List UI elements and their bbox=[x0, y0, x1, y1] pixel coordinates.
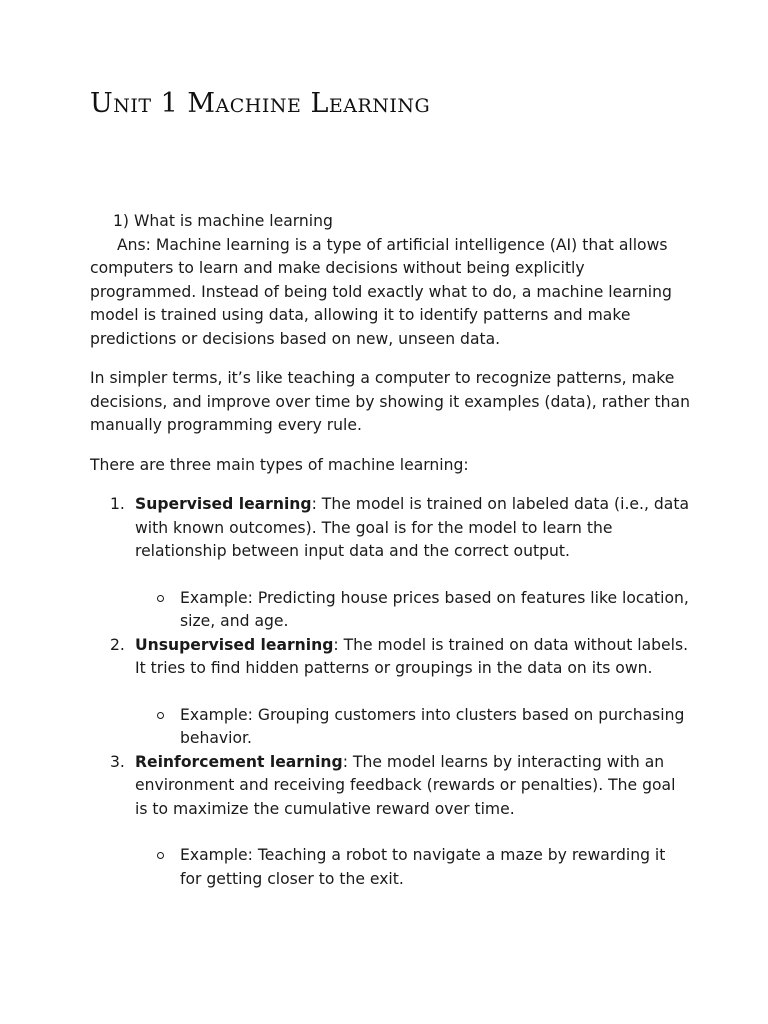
answer-paragraph bbox=[90, 234, 690, 352]
answer-prefix: Ans: bbox=[117, 235, 156, 254]
term-label: Reinforcement learning bbox=[135, 752, 343, 771]
hollow-bullet-icon bbox=[157, 712, 164, 719]
term-label: Unsupervised learning bbox=[135, 635, 334, 654]
list-item-text bbox=[135, 634, 690, 681]
example-item bbox=[135, 704, 690, 751]
list-item-text bbox=[135, 493, 690, 564]
list-number: 3. bbox=[110, 752, 125, 771]
term-label: Supervised learning bbox=[135, 495, 312, 513]
hollow-bullet-icon bbox=[157, 852, 164, 859]
list-item-text bbox=[135, 751, 690, 822]
example-text: Example: Teaching a robot to navigate a maze by rewarding it for getting closer to the exit. bbox=[180, 846, 666, 888]
example-item bbox=[135, 587, 690, 634]
list-item-supervised bbox=[90, 493, 690, 634]
document-body bbox=[90, 210, 690, 891]
example-text: Example: Predicting house prices based on features like location, size, and age. bbox=[180, 588, 689, 630]
list-item-reinforcement bbox=[90, 751, 690, 892]
simpler-terms-paragraph: In simpler terms, it’s like teaching a computer to recognize patterns, make decisions, and improve over time by showing it examples (data), rather than manually programming every rule. bbox=[90, 369, 690, 434]
answer-text: Machine learning is a type of artificial intelligence (AI) that allows computers to learn and make decisions without being explicitly programmed. Instead of being told exactly what to do, a machine learning model is trained using data, allowing it to identify patterns and make predictions or decisions based on new, unseen data. bbox=[90, 235, 672, 348]
term-description: : The model is trained on data without labels. It tries to find hidden patterns or groupings in the data on its own. bbox=[135, 635, 689, 677]
term-description: : The model learns by interacting with an environment and receiving feedback (rewards or penalties). The goal is to maximize the cumulative reward over time. bbox=[135, 752, 676, 818]
types-intro-paragraph: There are three main types of machine learning: bbox=[90, 455, 469, 474]
ml-types-list bbox=[90, 493, 690, 891]
document-title: Unit 1 Machine Learning bbox=[90, 88, 431, 119]
list-number: 1. bbox=[110, 495, 125, 513]
list-number: 2. bbox=[110, 635, 125, 654]
hollow-bullet-icon bbox=[157, 595, 164, 602]
term-description: : The model is trained on labeled data (i.e., data with known outcomes). The goal is for the model to learn the relationship between input data and the correct output. bbox=[135, 495, 690, 560]
question-text: 1) What is machine learning bbox=[113, 212, 333, 230]
example-text: Example: Grouping customers into clusters based on purchasing behavior. bbox=[180, 705, 685, 747]
example-item bbox=[135, 844, 690, 891]
list-item-unsupervised bbox=[90, 634, 690, 751]
